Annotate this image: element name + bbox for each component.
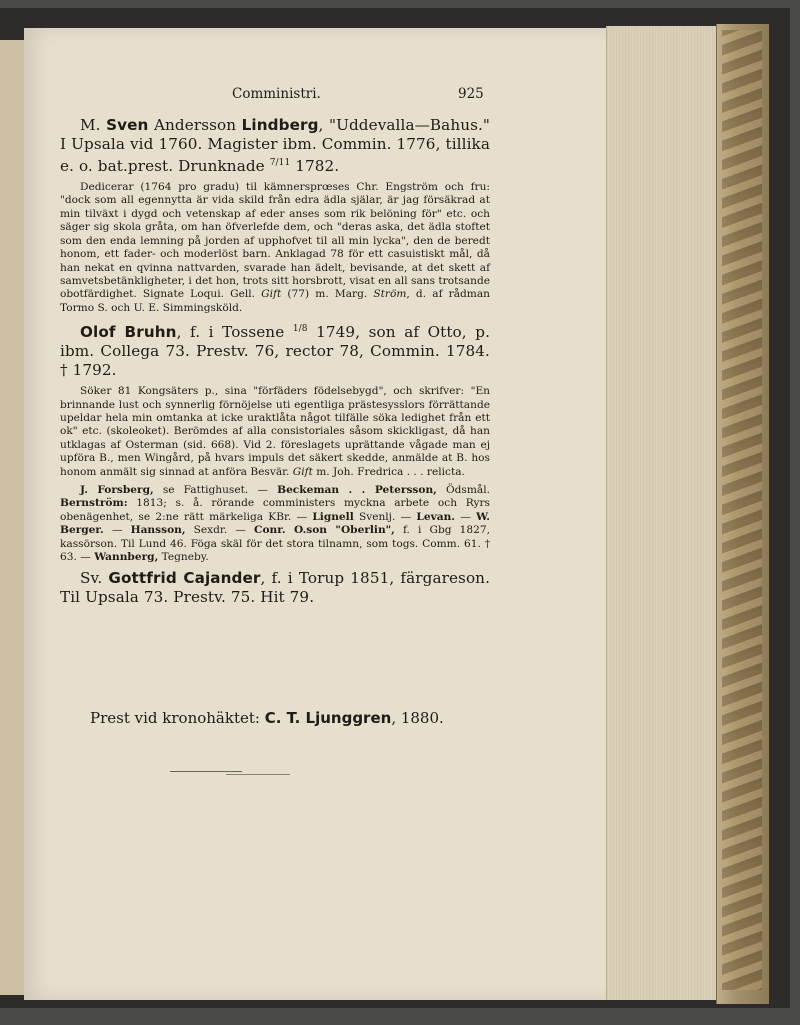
entry-prefix: Sv. (80, 569, 109, 588)
person-name: Lignell (312, 510, 354, 523)
entry-text: , f. i Tossene (176, 323, 293, 342)
note-text: Sexdr. — (185, 524, 255, 537)
footer-year: , 1880. (391, 709, 444, 727)
entry-text: 1749, son af Otto, p. ibm. Collega 73. Prestv. 76, rector 78, Commin. 1784. † 1792. (60, 323, 491, 380)
entry-misc-names (60, 484, 490, 564)
person-name: W. Berger. (60, 510, 490, 537)
note-text: 1813; s. å. rörande comministers myckna arbete och Ryrs obenägenhet, se 2:ne rätt märkeliga KBr. — (60, 497, 490, 523)
note-text: Tegneby. (158, 551, 209, 564)
entry-midname: Andersson (148, 116, 242, 134)
entry-lindberg (60, 116, 490, 176)
note-text: m. Joh. Fredrica . . . relicta. (312, 465, 465, 478)
entry-prefix: M. (80, 116, 107, 134)
note-text: Söker 81 Kongsäters p., sina "förfäders födelsebygd", och skrifver: "En brinnande lust och synnerlig förnöjelse uti egentliga prästesysslors förrättande upeldar hela min omtanka at icke uraktlåta något tilfälle söka ledighet från ett ok" etc. (skoleoket). Berömdes af alla consistoriales såsom skickligast, då han utklagas af Osterman (sid. 668). Vid 2. föreslagets uprättande vågade man ej upföra B., men Wingård, på hvars impuls det säkert skedde, anmälde at B. hos honom anmält sig sinnad at anföra Besvär. (60, 385, 490, 478)
date-fraction: 7/11 (269, 158, 291, 168)
note-text: se Fattighuset. — (153, 484, 278, 497)
person-name: Bernström: (60, 497, 128, 510)
person-name: Hansson, (130, 524, 186, 537)
note-text: Ödsmål. (436, 484, 490, 497)
entry-lindberg-note (60, 181, 490, 315)
gift-label: Gift (292, 465, 313, 478)
running-head (60, 82, 490, 106)
note-text: — (103, 524, 131, 537)
note-text: (77) m. Marg. (281, 288, 374, 301)
entry-forename: Sven (106, 116, 149, 134)
footer-line (90, 709, 530, 727)
footer-name: C. T. Ljunggren (264, 709, 392, 727)
person-name: Beckeman . . Petersson, (277, 484, 437, 497)
person-name: J. Forsberg, (80, 484, 154, 497)
cover-marbling (722, 30, 762, 990)
entry-name: Gottfrid Cajander (108, 569, 261, 588)
running-head-title: Comministri. (232, 86, 321, 102)
entry-surname: Lindberg (241, 116, 319, 134)
person-name: Conr. O.son "Oberlin", (254, 524, 395, 537)
end-rule-short (226, 774, 290, 775)
note-text: f. i Gbg 1827, kassörson. Til Lund 46. Föga skäl för det stora tilnamn, som togs. Comm. 61. † 63. — (60, 524, 490, 564)
note-text: Svenlj. — (353, 510, 417, 523)
entry-text: , f. i Torup 1851, färgareson. Til Upsala 73. Prestv. 75. Hit 79. (60, 569, 490, 607)
date-fraction: 1/8 (292, 324, 308, 335)
note-text: , d. af rådman Tormo S. och U. E. Simmingsköld. (60, 288, 490, 314)
person-name: Levan. (416, 510, 455, 523)
entry-cajander (60, 569, 490, 607)
entry-text: 1782. (290, 157, 340, 176)
page-edges (606, 26, 717, 1000)
gift-label: Gift (261, 288, 282, 301)
spouse-name: Ström (373, 288, 407, 301)
entry-name: Olof Bruhn (80, 323, 177, 342)
entry-bruhn (60, 320, 490, 380)
end-rule (170, 771, 242, 772)
note-text: Dedicerar (1764 pro gradu) til kämnersprœses Chr. Engström och fru: "dock som all egennytta är vida skild från edra ädla själar, är jag försäkrad at min tilväxt i dygd och vetenskap af eder anses som rik belöning för" etc. och säger sig skola gråta, om han öfverlefde dem, och "deras aska, det ädla stoftet som den enda lemning på jorden af upphofvet til all min lycka", den de beredt honom, ett fader- och moderlöst barn. Anklagad 78 för ett casuistiskt mål, då han nekat en qvinna nattvarden, svarade han ädelt, bevisande, at det skett af samvetsbetänkligheter, i det hon, trots sitt horsbrott, visat en all sans trotsande obotfärdighet. Signate Loqui. Gell. (60, 181, 490, 301)
page-text (60, 82, 490, 612)
footer-text: Prest vid kronohäktet: (90, 709, 265, 727)
entry-text: , "Uddevalla—Bahus." I Upsala vid 1760. Magister ibm. Commin. 1776, tillika e. o. bat.prest. Drunknade (60, 116, 490, 176)
page-number: 925 (458, 86, 484, 102)
person-name: Wannberg, (94, 551, 159, 564)
note-text: — (455, 510, 477, 523)
entry-bruhn-note (60, 385, 490, 479)
